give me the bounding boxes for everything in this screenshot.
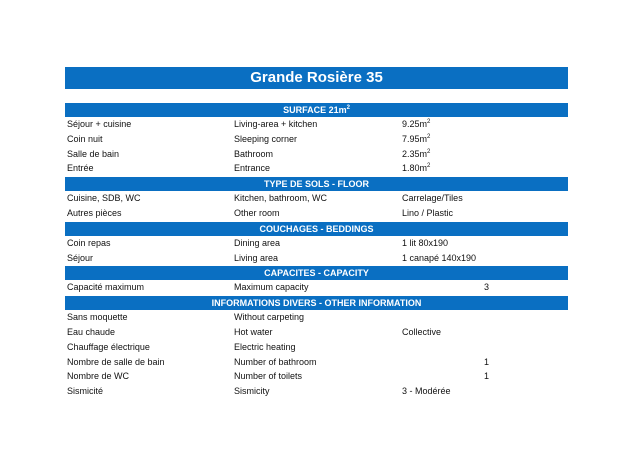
table-row bbox=[65, 132, 568, 147]
value bbox=[402, 132, 430, 147]
table-row bbox=[65, 325, 568, 340]
section-title: SURFACE 21m bbox=[283, 105, 347, 115]
section-header-surface bbox=[65, 102, 568, 117]
label-fr: Entrée bbox=[67, 163, 94, 174]
superscript: 2 bbox=[427, 163, 431, 170]
table-row bbox=[65, 147, 568, 162]
label-en: Living area bbox=[234, 252, 279, 263]
label-en: Hot water bbox=[234, 326, 273, 337]
label-fr: Nombre de WC bbox=[67, 371, 130, 382]
superscript: 2 bbox=[346, 105, 350, 111]
label-fr: Capacité maximum bbox=[67, 282, 145, 293]
label-fr: Chauffage électrique bbox=[67, 341, 150, 352]
property-sheet bbox=[65, 67, 568, 399]
table-row bbox=[65, 206, 568, 221]
value: 3 - Modérée bbox=[402, 386, 451, 397]
label-en: Number of toilets bbox=[234, 371, 303, 382]
value: 1 lit 80x190 bbox=[402, 237, 449, 248]
label-fr: Coin repas bbox=[67, 237, 111, 248]
spacer bbox=[65, 89, 568, 102]
label-fr: Sans moquette bbox=[67, 312, 128, 323]
value bbox=[402, 161, 430, 176]
table-row bbox=[65, 310, 568, 325]
label-fr: Séjour + cuisine bbox=[67, 119, 132, 129]
table-row bbox=[65, 191, 568, 206]
table-row bbox=[65, 161, 568, 176]
value-number: 1 bbox=[483, 356, 489, 367]
label-en: Other room bbox=[234, 207, 280, 218]
page-title: Grande Rosière 35 bbox=[65, 67, 568, 89]
superscript: 2 bbox=[427, 119, 431, 125]
label-en: Living-area + kitchen bbox=[234, 119, 318, 129]
label-en: Without carpeting bbox=[234, 312, 305, 323]
table-row bbox=[65, 280, 568, 295]
table-row bbox=[65, 384, 568, 399]
value: Lino / Plastic bbox=[402, 207, 454, 218]
label-en: Dining area bbox=[234, 237, 281, 248]
value: 1 canapé 140x190 bbox=[402, 252, 477, 263]
value: Collective bbox=[402, 326, 442, 337]
section-header-beddings: COUCHAGES - BEDDINGS bbox=[65, 221, 568, 236]
label-en: Kitchen, bathroom, WC bbox=[234, 193, 328, 204]
label-en: Sismicity bbox=[234, 386, 270, 397]
table-row bbox=[65, 251, 568, 266]
label-en: Sleeping corner bbox=[234, 133, 298, 144]
value-text: 2.35m bbox=[402, 148, 428, 159]
label-fr: Autres pièces bbox=[67, 207, 122, 218]
value-text: 7.95m bbox=[402, 133, 428, 144]
label-fr: Coin nuit bbox=[67, 133, 103, 144]
label-fr: Séjour bbox=[67, 252, 94, 263]
label-en: Number of bathroom bbox=[234, 356, 317, 367]
value bbox=[402, 147, 430, 162]
value-number: 1 bbox=[483, 371, 489, 382]
section-header-floor: TYPE DE SOLS - FLOOR bbox=[65, 176, 568, 191]
label-fr: Cuisine, SDB, WC bbox=[67, 193, 141, 204]
section-header-info: INFORMATIONS DIVERS - OTHER INFORMATION bbox=[65, 295, 568, 310]
table-row bbox=[65, 369, 568, 384]
section-header-capacity: CAPACITES - CAPACITY bbox=[65, 265, 568, 280]
label-en: Entrance bbox=[234, 163, 271, 174]
label-fr: Salle de bain bbox=[67, 148, 120, 159]
table-row bbox=[65, 117, 568, 132]
superscript: 2 bbox=[427, 133, 431, 140]
superscript: 2 bbox=[427, 148, 431, 155]
label-fr: Nombre de salle de bain bbox=[67, 356, 165, 367]
table-row bbox=[65, 236, 568, 251]
label-en: Bathroom bbox=[234, 148, 274, 159]
table-row bbox=[65, 340, 568, 355]
value-number: 3 bbox=[483, 282, 489, 293]
label-fr: Sismicité bbox=[67, 386, 104, 397]
label-fr: Eau chaude bbox=[67, 326, 116, 337]
label-en: Maximum capacity bbox=[234, 282, 309, 293]
value-text: 9.25m bbox=[402, 119, 428, 129]
value: Carrelage/Tiles bbox=[402, 193, 463, 204]
label-en: Electric heating bbox=[234, 341, 296, 352]
value bbox=[402, 117, 430, 132]
value-text: 1.80m bbox=[402, 163, 428, 174]
table-row bbox=[65, 355, 568, 370]
